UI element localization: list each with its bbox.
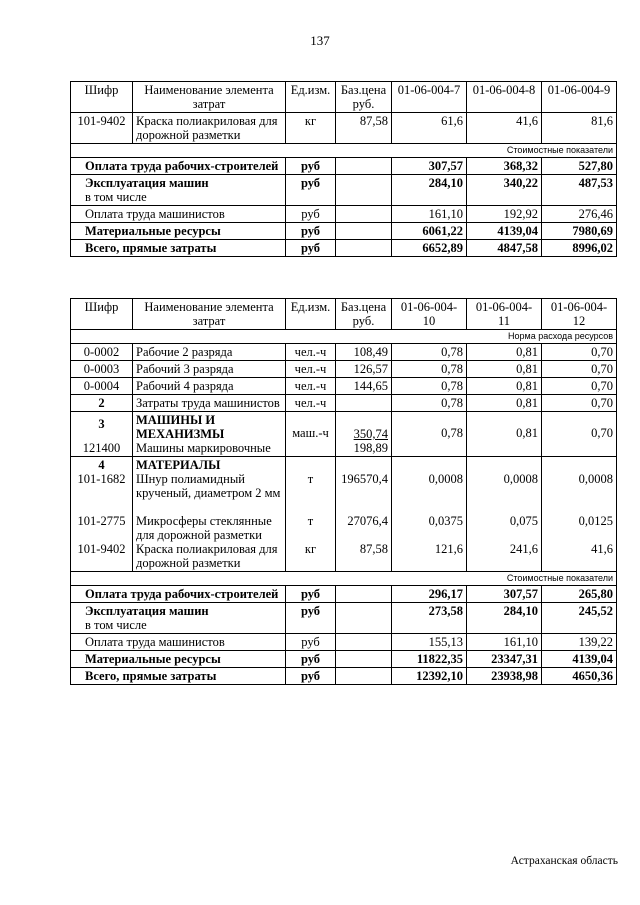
row-value: 0,78 (392, 361, 467, 378)
summary-value: 23347,31 (467, 651, 542, 668)
item-code: 101-1682 (77, 472, 126, 486)
row-price: 126,57 (336, 361, 392, 378)
header-column: 01-06-004-11 (467, 299, 542, 330)
region-footer: Астраханская область (510, 855, 618, 867)
summary-name (71, 175, 286, 206)
section-code: 4 (98, 458, 105, 472)
table-row (71, 361, 617, 378)
page-number: 137 (310, 33, 330, 48)
row-value: 0,81 (467, 344, 542, 361)
row-name: Рабочий 4 разряда (133, 378, 286, 395)
row-value: 0,70 (542, 395, 617, 412)
row-value: 0,70 (542, 412, 617, 457)
summary-value: 23938,98 (467, 668, 542, 685)
row-value: 81,6 (542, 113, 617, 144)
row-value: 0,81 (467, 395, 542, 412)
summary-value: 161,10 (392, 206, 467, 223)
estimate-table-2 (70, 298, 617, 685)
item-value: 0,0125 (578, 514, 613, 528)
row-price (336, 412, 392, 457)
table-row (71, 412, 617, 457)
table-row (71, 344, 617, 361)
row-unit: чел.-ч (286, 395, 336, 412)
item-unit: т (307, 472, 314, 486)
row-code: 101-9402 (71, 113, 133, 144)
summary-name: Оплата труда машинистов (71, 206, 286, 223)
row-unit: чел.-ч (286, 361, 336, 378)
row-value (542, 457, 617, 572)
summary-value: 4139,04 (542, 651, 617, 668)
summary-value: 161,10 (467, 634, 542, 651)
row-unit (286, 457, 336, 572)
row-unit: маш.-ч (286, 412, 336, 457)
summary-unit: руб (286, 158, 336, 175)
section-label-row (71, 330, 617, 344)
summary-row (71, 668, 617, 685)
summary-row (71, 586, 617, 603)
summary-value: 284,10 (392, 175, 467, 206)
item-value: 0,0008 (428, 472, 463, 486)
row-price: 144,65 (336, 378, 392, 395)
row-price (336, 457, 392, 572)
table-row (71, 457, 617, 572)
item-name: Краска полиакриловая для дорожной разметки (136, 542, 278, 570)
item-price: 196570,4 (341, 472, 388, 486)
summary-name: Всего, прямые затраты (71, 240, 286, 257)
section-label: Стоимостные показатели (71, 144, 617, 158)
item-unit: кг (304, 542, 317, 556)
summary-row (71, 651, 617, 668)
row-code: 0-0003 (71, 361, 133, 378)
table-header-row (71, 299, 617, 330)
summary-row (71, 223, 617, 240)
summary-unit: руб (286, 240, 336, 257)
summary-value: 139,22 (542, 634, 617, 651)
item-price: 350,74 (353, 427, 388, 441)
summary-name: Материальные ресурсы (71, 223, 286, 240)
summary-value: 368,32 (467, 158, 542, 175)
row-code (71, 457, 133, 572)
summary-value: 527,80 (542, 158, 617, 175)
row-name: Рабочие 2 разряда (133, 344, 286, 361)
summary-value: 276,46 (542, 206, 617, 223)
row-unit: чел.-ч (286, 378, 336, 395)
item-value: 121,6 (434, 542, 463, 556)
summary-value: 4847,58 (467, 240, 542, 257)
summary-name-sub: в том числе (85, 190, 147, 204)
header-code: Шифр (71, 299, 133, 330)
summary-name-main: Эксплуатация машин (85, 604, 209, 618)
summary-value: 273,58 (392, 603, 467, 634)
row-value: 0,81 (467, 378, 542, 395)
summary-name: Всего, прямые затраты (71, 668, 286, 685)
summary-row (71, 158, 617, 175)
summary-unit: руб (286, 603, 336, 634)
summary-value: 6652,89 (392, 240, 467, 257)
estimate-table-1 (70, 81, 617, 257)
table-row (71, 378, 617, 395)
item-value: 0,0008 (578, 472, 613, 486)
summary-name-sub: в том числе (85, 618, 147, 632)
item-value: 0,0375 (428, 514, 463, 528)
summary-unit: руб (286, 206, 336, 223)
summary-row (71, 603, 617, 634)
row-value: 0,78 (392, 395, 467, 412)
row-code: 0-0002 (71, 344, 133, 361)
summary-value: 340,22 (467, 175, 542, 206)
row-value: 0,70 (542, 378, 617, 395)
summary-unit: руб (286, 651, 336, 668)
row-code: 0-0004 (71, 378, 133, 395)
row-value: 0,81 (467, 412, 542, 457)
summary-value: 245,52 (542, 603, 617, 634)
header-column: 01-06-004-7 (392, 82, 467, 113)
summary-value: 307,57 (467, 586, 542, 603)
summary-value: 4650,36 (542, 668, 617, 685)
section-title: МАШИНЫ И МЕХАНИЗМЫ (136, 413, 225, 441)
row-code (71, 412, 133, 457)
row-value: 0,78 (392, 344, 467, 361)
header-base-price: Баз.цена руб. (336, 82, 392, 113)
header-name: Наименование элемента затрат (133, 299, 286, 330)
summary-value: 155,13 (392, 634, 467, 651)
header-column: 01-06-004-8 (467, 82, 542, 113)
row-name: Рабочий 3 разряда (133, 361, 286, 378)
row-name (133, 412, 286, 457)
summary-unit: руб (286, 586, 336, 603)
summary-row (71, 175, 617, 206)
summary-name (71, 603, 286, 634)
summary-value: 265,80 (542, 586, 617, 603)
summary-value: 296,17 (392, 586, 467, 603)
row-name: Затраты труда машинистов (133, 395, 286, 412)
row-value (467, 457, 542, 572)
row-value: 0,70 (542, 344, 617, 361)
summary-value: 8996,02 (542, 240, 617, 257)
summary-value: 4139,04 (467, 223, 542, 240)
item-value: 41,6 (591, 542, 613, 556)
item-code: 101-9402 (77, 542, 126, 556)
header-unit: Ед.изм. (286, 299, 336, 330)
item-value: 0,075 (509, 514, 538, 528)
item-unit: т (307, 514, 314, 528)
summary-unit: руб (286, 223, 336, 240)
row-value: 0,78 (392, 378, 467, 395)
item-code: 121400 (82, 441, 121, 455)
item-value: 0,0008 (503, 472, 538, 486)
summary-value: 6061,22 (392, 223, 467, 240)
section-label-row (71, 144, 617, 158)
header-code: Шифр (71, 82, 133, 113)
summary-row (71, 240, 617, 257)
row-price: 108,49 (336, 344, 392, 361)
item-price: 87,58 (359, 542, 388, 556)
summary-unit: руб (286, 634, 336, 651)
header-name: Наименование элемента затрат (133, 82, 286, 113)
table-row (71, 113, 617, 144)
section-label-row (71, 572, 617, 586)
summary-value: 307,57 (392, 158, 467, 175)
header-column: 01-06-004-12 (542, 299, 617, 330)
item-name: Микросферы стеклянные для дорожной разметки (136, 514, 272, 542)
row-code: 2 (71, 395, 133, 412)
summary-name: Оплата труда рабочих-строителей (71, 586, 286, 603)
summary-value: 11822,35 (392, 651, 467, 668)
section-code: 3 (98, 417, 105, 431)
item-name: Машины маркировочные (136, 441, 271, 455)
summary-name: Оплата труда машинистов (71, 634, 286, 651)
summary-value: 192,92 (467, 206, 542, 223)
row-value: 0,70 (542, 361, 617, 378)
row-value: 0,81 (467, 361, 542, 378)
item-price: 27076,4 (347, 514, 388, 528)
summary-value: 7980,69 (542, 223, 617, 240)
header-column: 01-06-004-9 (542, 82, 617, 113)
row-name (133, 457, 286, 572)
summary-unit: руб (286, 175, 336, 206)
table-header-row (71, 82, 617, 113)
summary-value: 284,10 (467, 603, 542, 634)
header-unit: Ед.изм. (286, 82, 336, 113)
summary-value: 487,53 (542, 175, 617, 206)
section-title: МАТЕРИАЛЫ (136, 458, 221, 472)
summary-value: 12392,10 (392, 668, 467, 685)
summary-name-main: Эксплуатация машин (85, 176, 209, 190)
row-price: 87,58 (336, 113, 392, 144)
row-value: 0,78 (392, 412, 467, 457)
row-value (392, 457, 467, 572)
item-code: 101-2775 (77, 514, 126, 528)
row-value: 41,6 (467, 113, 542, 144)
summary-row (71, 206, 617, 223)
summary-name: Материальные ресурсы (71, 651, 286, 668)
section-label: Стоимостные показатели (71, 572, 617, 586)
header-base-price: Баз.цена руб. (336, 299, 392, 330)
item-name: Шнур полиамидный крученый, диаметром 2 мм (136, 472, 281, 500)
section-label: Норма расхода ресурсов (71, 330, 617, 344)
row-unit: чел.-ч (286, 344, 336, 361)
item-value: 241,6 (509, 542, 538, 556)
summary-unit: руб (286, 668, 336, 685)
item-price-secondary: 198,89 (353, 441, 388, 455)
summary-name: Оплата труда рабочих-строителей (71, 158, 286, 175)
header-column: 01-06-004-10 (392, 299, 467, 330)
summary-row (71, 634, 617, 651)
row-unit: кг (286, 113, 336, 144)
row-name: Краска полиакриловая для дорожной разметки (133, 113, 286, 144)
row-value: 61,6 (392, 113, 467, 144)
table-row (71, 395, 617, 412)
